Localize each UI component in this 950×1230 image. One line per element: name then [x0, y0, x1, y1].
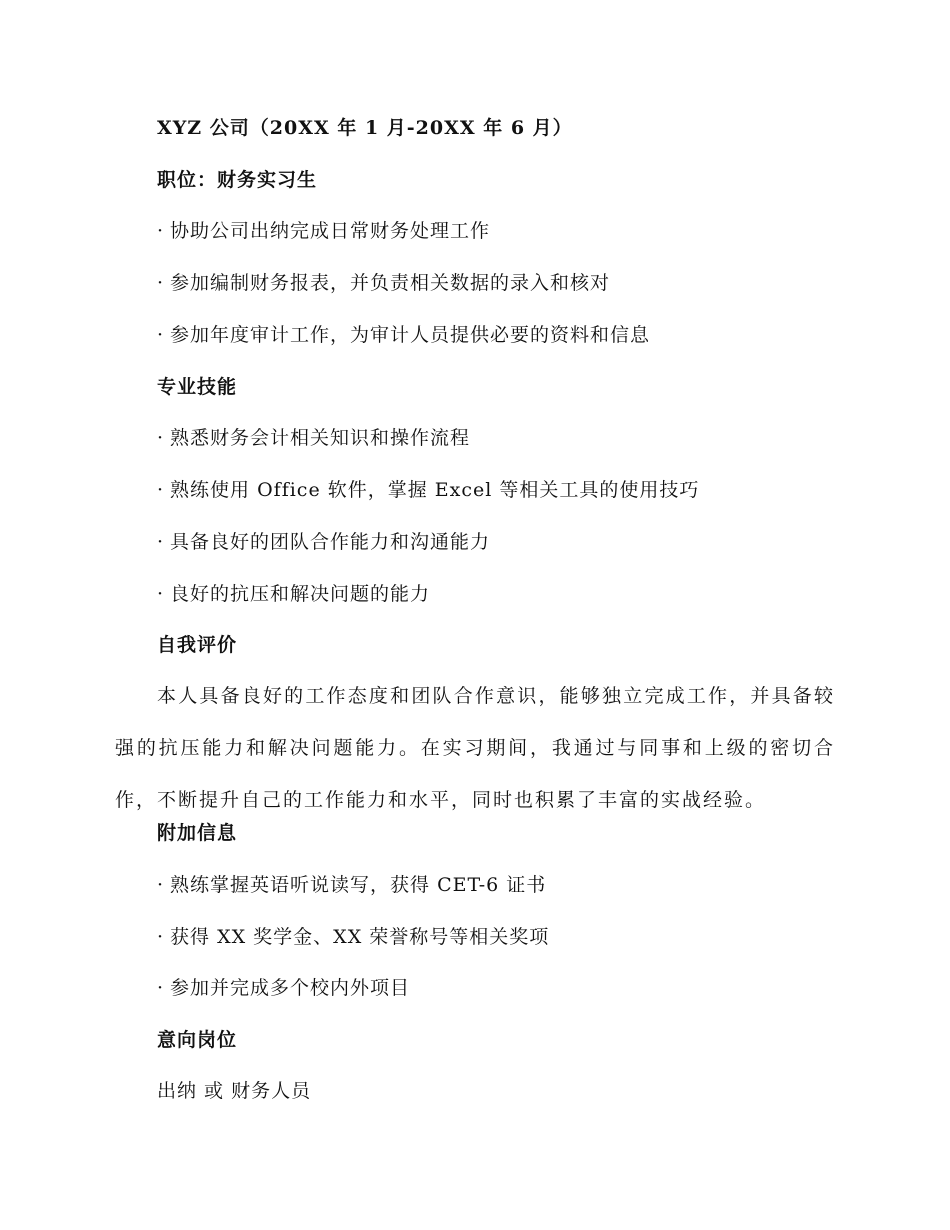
company-line: XYZ 公司（20XX 年 1 月-20XX 年 6 月） [157, 117, 573, 139]
bullet-symbol: · [157, 926, 165, 948]
experience-bullet-3: 参加年度审计工作，为审计人员提供必要的资料和信息 [170, 324, 651, 346]
list-item [157, 924, 549, 950]
additional-bullet-1: 熟练掌握英语听说读写，获得 CET-6 证书 [170, 874, 547, 896]
list-item [157, 872, 546, 898]
bullet-symbol: · [157, 479, 165, 501]
list-item [157, 218, 490, 244]
list-item [157, 270, 610, 296]
bullet-symbol: · [157, 874, 165, 896]
bullet-symbol: · [157, 583, 165, 605]
self-evaluation-heading: 自我评价 [157, 634, 238, 656]
list-item [157, 322, 650, 348]
experience-bullet-1: 协助公司出纳完成日常财务处理工作 [170, 220, 491, 242]
experience-bullet-2: 参加编制财务报表，并负责相关数据的录入和核对 [170, 272, 611, 294]
bullet-symbol: · [157, 272, 165, 294]
desired-position-value: 出纳 或 财务人员 [157, 1080, 312, 1102]
bullet-symbol: · [157, 220, 165, 242]
list-item [157, 425, 470, 451]
list-item [157, 477, 699, 503]
skills-bullet-3: 具备良好的团队合作能力和沟通能力 [170, 531, 491, 553]
bullet-symbol: · [157, 531, 165, 553]
list-item [157, 975, 410, 1001]
desired-position-heading: 意向岗位 [157, 1029, 238, 1051]
bullet-symbol: · [157, 427, 165, 449]
skills-heading: 专业技能 [157, 376, 238, 398]
list-item [157, 581, 430, 607]
additional-info-heading: 附加信息 [157, 822, 238, 844]
bullet-symbol: · [157, 977, 165, 999]
self-evaluation-paragraph: 本人具备良好的工作态度和团队合作意识，能够独立完成工作，并具备较强的抗压能力和解决问题能力。在实习期间，我通过与同事和上级的密切合作，不断提升自己的工作能力和水平，同时也积累了丰富的实战经验。 [115, 685, 835, 811]
position-line: 职位：财务实习生 [157, 169, 318, 191]
skills-bullet-1: 熟悉财务会计相关知识和操作流程 [170, 427, 471, 449]
additional-bullet-2: 获得 XX 奖学金、XX 荣誉称号等相关奖项 [170, 926, 550, 948]
bullet-symbol: · [157, 324, 165, 346]
skills-bullet-4: 良好的抗压和解决问题的能力 [170, 583, 431, 605]
additional-bullet-3: 参加并完成多个校内外项目 [170, 977, 411, 999]
list-item [157, 529, 490, 555]
skills-bullet-2: 熟练使用 Office 软件，掌握 Excel 等相关工具的使用技巧 [170, 479, 700, 501]
